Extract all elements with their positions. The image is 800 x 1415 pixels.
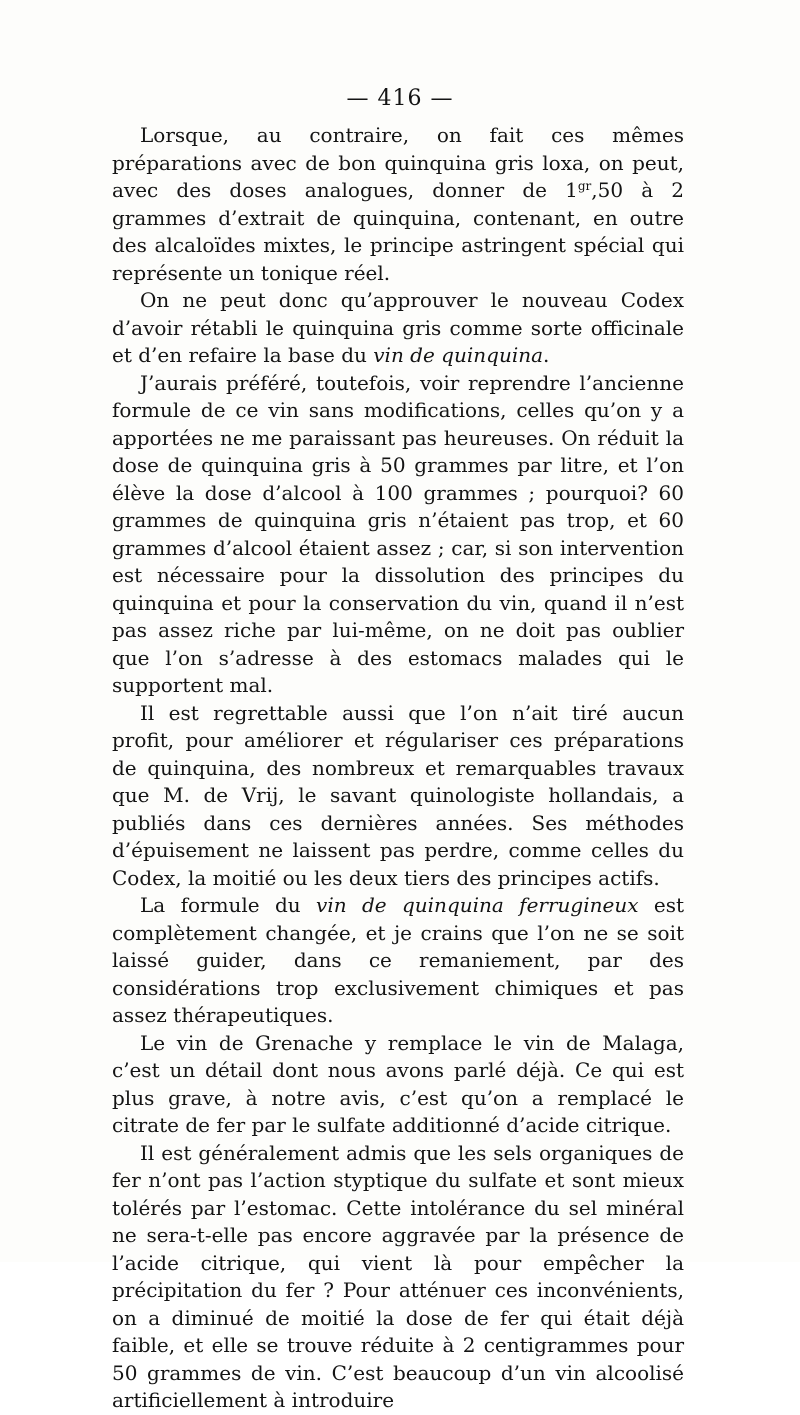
body-text (112, 122, 684, 1415)
paragraph-3 (112, 370, 684, 700)
paragraph-4-text: Il est regrettable aussi que l’on n’ait tiré aucun profit, pour améliorer et régulariser ces préparations de quinquina, des nombreux et remarquables travaux que M. de Vrij, le savant quinologiste hollandais, a publiés dans ces dernières années. Ses méthodes d’épuisement ne laissent pas perdre, comme celles du Codex, la moitié ou les deux tiers des principes actifs. (112, 700, 684, 890)
paragraph-7 (112, 1140, 684, 1415)
paragraph-2-text-after: . (543, 343, 550, 367)
paragraph-6-text: Le vin de Grenache y remplace le vin de Malaga, c’est un détail dont nous avons parlé déjà. Ce qui est plus grave, à notre avis, c’est qu’on a remplacé le citrate de fer par le sulfate additionné d’acide citrique. (112, 1030, 684, 1137)
paragraph-6 (112, 1030, 684, 1140)
paragraph-4 (112, 700, 684, 893)
paragraph-5-text-after: est complètement changée, et je crains que l’on ne se soit laissé guider, dans ce remaniement, par des considérations trop exclusivement chimiques et pas assez thérapeutiques. (112, 893, 684, 1027)
paragraph-2-italic: vin de quinquina (373, 343, 544, 367)
paragraph-1 (112, 122, 684, 287)
paragraph-1-text-after: ,50 à 2 grammes d’extrait de quinquina, contenant, en outre des alcaloïdes mixtes, le principe astringent spécial qui représente un tonique réel. (112, 178, 685, 285)
page-number: — 416 — (346, 86, 454, 111)
paragraph-2-text: On ne peut donc qu’approuver le nouveau Codex d’avoir rétabli le quinquina gris comme sorte officinale et d’en refaire la base du (112, 288, 684, 367)
paragraph-3-text: J’aurais préféré, toutefois, voir reprendre l’ancienne formule de ce vin sans modifications, celles qu’on y a apportées ne me paraissant pas heureuses. On réduit la dose de quinquina gris à 50 grammes par litre, et l’on élève la dose d’alcool à 100 grammes ; pourquoi? 60 grammes de quinquina gris n’étaient pas trop, et 60 grammes d’alcool étaient assez ; car, si son intervention est nécessaire pour la dissolution des principes du quinquina et pour la conservation du vin, quand il n’est pas assez riche par lui-même, on ne doit pas oublier que l’on s’adresse à des estomacs malades qui le supportent mal. (112, 370, 684, 697)
paragraph-1-superscript: gr (577, 179, 592, 193)
paragraph-5-text: La formule du (140, 893, 317, 917)
paragraph-2 (112, 287, 684, 370)
paragraph-5 (112, 892, 684, 1030)
paragraph-1-text: Lorsque, au contraire, on fait ces mêmes préparations avec de bon quinquina gris loxa, on peut, avec des doses analogues, donner de 1 (112, 123, 684, 202)
paragraph-5-italic: vin de quinquina ferrugineux (316, 893, 639, 917)
paragraph-7-text: Il est généralement admis que les sels organiques de fer n’ont pas l’action styptique du sulfate et sont mieux tolérés par l’estomac. Cette intolérance du sel minéral ne sera-t-elle pas encore aggravée par la présence de l’acide citrique, qui vient là pour empêcher la précipitation du fer ? Pour atténuer ces inconvénients, on a diminué de moitié la dose de fer qui était déjà faible, et elle se trouve réduite à 2 centigrammes pour 50 grammes de vin. C’est beaucoup d’un vin alcoolisé artificiellement à introduire (112, 1140, 684, 1412)
